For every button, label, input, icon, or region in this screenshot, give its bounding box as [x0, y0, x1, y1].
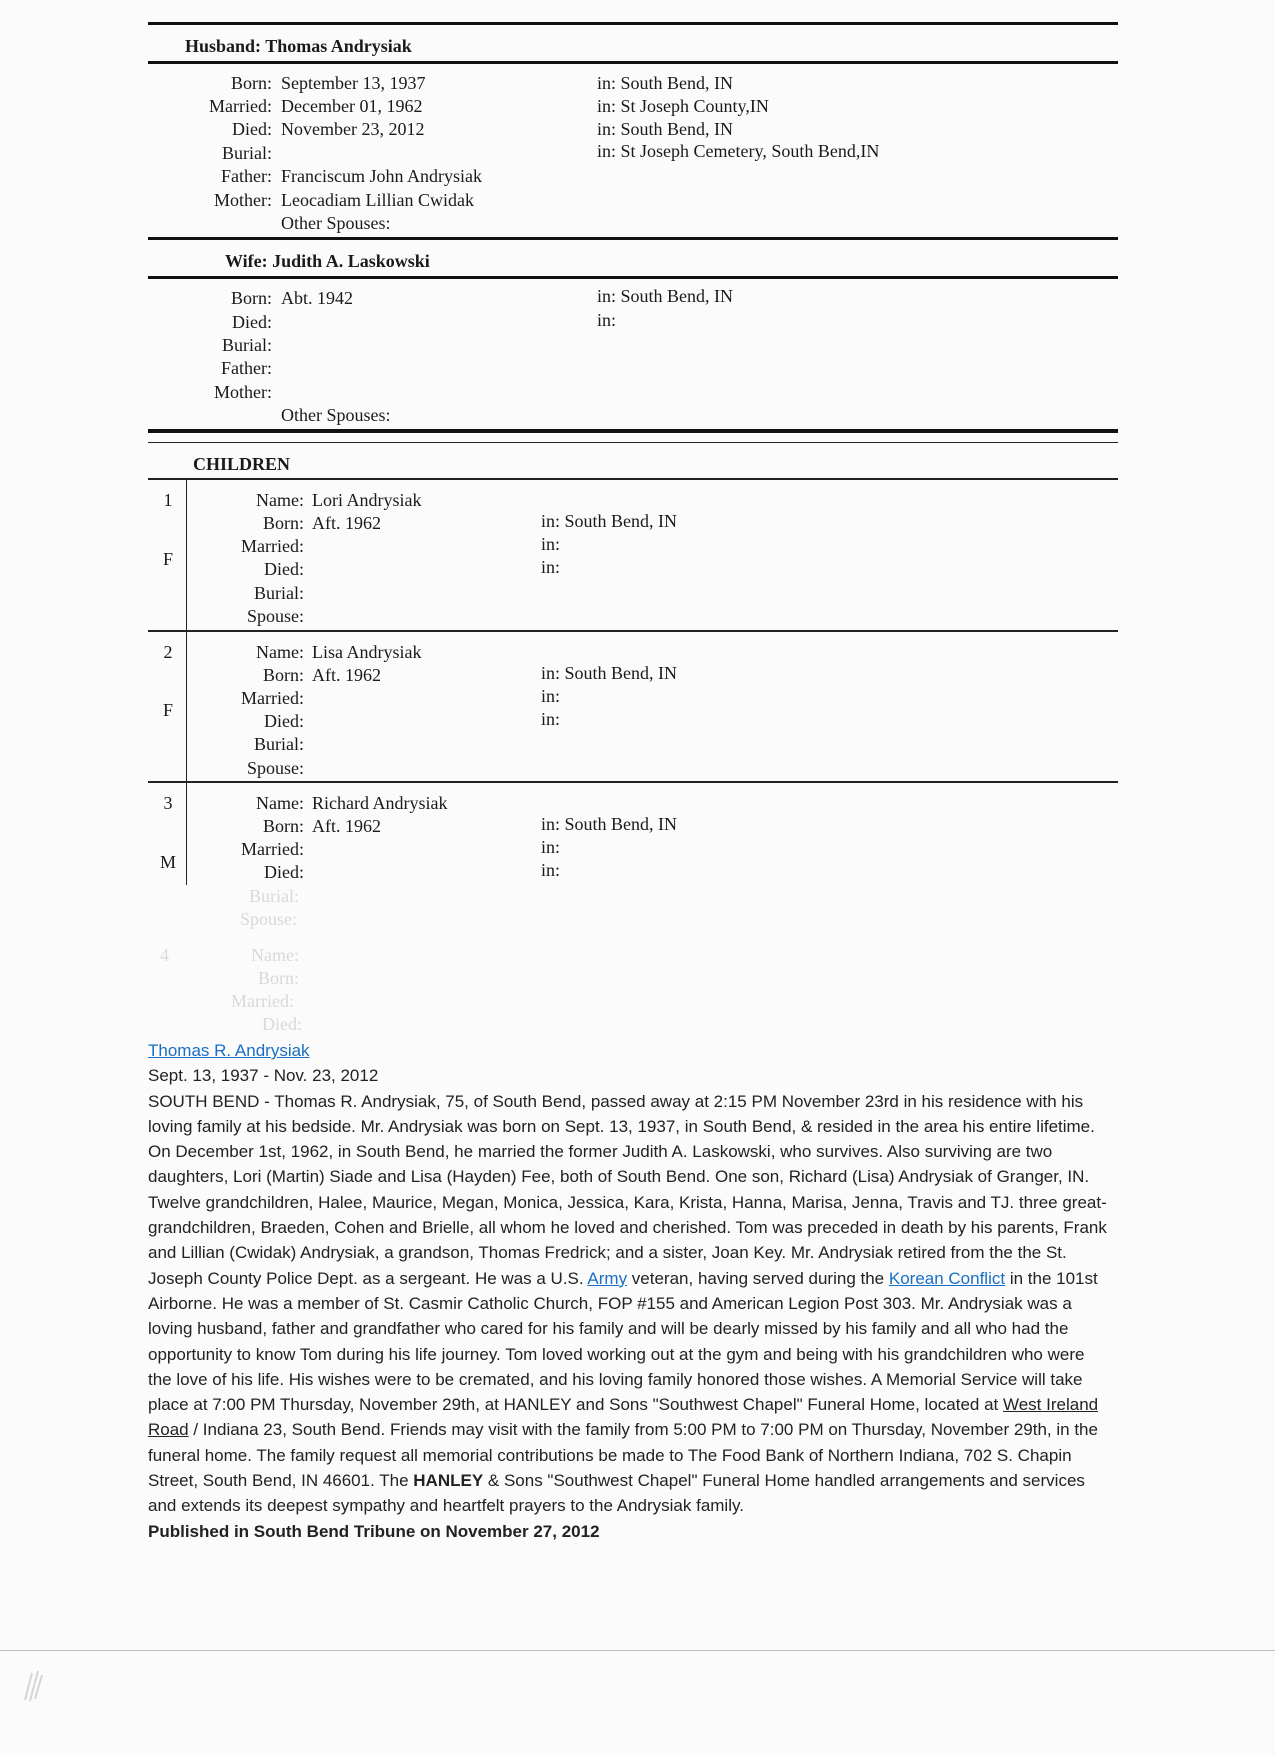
in-label: in: — [541, 860, 561, 880]
label: Name: — [256, 793, 304, 813]
label: Died: — [232, 119, 272, 139]
wife-died-place: in: — [597, 310, 617, 330]
child-name: Lori Andrysiak — [312, 490, 422, 510]
label: Father: — [221, 358, 272, 378]
rule — [148, 442, 1118, 443]
label: Father: — [221, 166, 272, 186]
husband-born: September 13, 1937 — [281, 73, 426, 93]
rule — [148, 781, 1118, 783]
wife-name: Judith A. Laskowski — [272, 251, 430, 271]
published-note: Published in South Bend Tribune on November 27, 2012 — [148, 1521, 600, 1541]
child-sex: F — [162, 700, 173, 720]
rule — [148, 630, 1118, 632]
child-born: Aft. 1962 — [312, 665, 381, 685]
child-sex: M — [159, 852, 176, 872]
child-born-place: in: South Bend, IN — [541, 663, 678, 683]
child-name: Richard Andrysiak — [312, 793, 448, 813]
faded-label: Spouse: — [240, 909, 298, 929]
husband-father: Franciscum John Andrysiak — [281, 166, 482, 186]
in-label: in: — [541, 837, 561, 857]
wife-header: Wife: Judith A. Laskowski — [225, 251, 430, 271]
child-sex: F — [162, 549, 173, 569]
faded-label: Name: — [251, 945, 299, 965]
in-label: in: — [541, 686, 561, 706]
faded-number: 4 — [160, 945, 169, 965]
label: Married: — [241, 839, 304, 859]
label: Died: — [264, 862, 304, 882]
child-born-place: in: South Bend, IN — [541, 511, 678, 531]
husband-name: Thomas Andrysiak — [265, 36, 412, 56]
army-link[interactable]: Army — [587, 1268, 628, 1288]
label: Died: — [264, 711, 304, 731]
label: Other Spouses: — [281, 405, 391, 425]
label: Died: — [264, 559, 304, 579]
label: Name: — [256, 490, 304, 510]
scan-edge — [0, 1650, 1275, 1651]
husband-married: December 01, 1962 — [281, 96, 423, 116]
children-header: CHILDREN — [193, 454, 291, 474]
label: Burial: — [254, 734, 304, 754]
label: Spouse: — [246, 606, 304, 626]
child-name: Lisa Andrysiak — [312, 642, 422, 662]
husband-header: Husband: Thomas Andrysiak — [185, 36, 412, 56]
husband-died-place: in: South Bend, IN — [597, 119, 734, 139]
obituary — [148, 1038, 1108, 1544]
faded-label: Died: — [262, 1014, 302, 1034]
label: Mother: — [214, 190, 272, 210]
obituary-title-link[interactable]: Thomas R. Andrysiak — [148, 1041, 310, 1060]
rule — [148, 237, 1118, 240]
rule — [148, 429, 1118, 433]
child-number: 2 — [163, 642, 173, 662]
label: Married: — [241, 536, 304, 556]
label: Spouse: — [246, 758, 304, 778]
label: Burial: — [222, 335, 272, 355]
obituary-body: SOUTH BEND - Thomas R. Andrysiak, 75, of South Bend, passed away at 2:15 PM November 23rd in his residence with his loving family at his bedside. Mr. Andrysiak was born on Sept. 13, 1937, in South Bend, & resided in the area his entire lifetime. On December 1st, 1962, in South Bend, he married the former Judith A. Laskowski, who survives. Also surviving are two daughters, Lori (Martin) Siade and Lisa (Hayden) Fee, both of South Bend. One son, Richard (Lisa) Andrysiak of Granger, IN. Twelve grandchildren, Halee, Maurice, Megan, Monica, Jessica, Kara, Krista, Hanna, Marisa, Jenna, Travis and TJ. three great-grandchildren, Braeden, Cohen and Brielle, all whom he loved and cherished. Tom was preceded in death by his parents, Frank and Lillian (Cwidak) Andrysiak, a grandson, Thomas Fredrick; and a sister, Joan Key. Mr. Andrysiak retired from the the St. Joseph County Police Dept. as a sergeant. He was a U.S. Army veteran, having served during the Korean Conflict in the 101st Airborne. He was a member of St. Casmir Catholic Church, FOP #155 and American Legion Post 303. Mr. Andrysiak was a loving husband, father and grandfather who cared for his family and will be dearly missed by his family and all who had the opportunity to know Tom during his life journey. Tom loved working out at the gym and being with his grandchildren who were the love of his life. His wishes were to be cremated, and his loving family honored those wishes. A Memorial Service will take place at 7:00 PM Thursday, November 29th, at HANLEY and Sons "Southwest Chapel" Funeral Home, located at West Ireland Road / Indiana 23, South Bend. Friends may visit with the family from 5:00 PM to 7:00 PM on Thursday, November 29th, in the funeral home. The family request all memorial contributions be made to The Food Bank of Northern Indiana, 702 S. Chapin Street, South Bend, IN 46601. The HANLEY & Sons "Southwest Chapel" Funeral Home handled arrangements and services and extends its deepest sympathy and heartfelt prayers to the Andrysiak family. — [148, 1091, 1107, 1516]
label: Born: — [230, 73, 272, 93]
label: Born: — [230, 288, 272, 308]
label: Other Spouses: — [281, 213, 391, 233]
rule — [148, 276, 1118, 279]
label: Name: — [256, 642, 304, 662]
label: Born: — [262, 513, 304, 533]
wife-born: Abt. 1942 — [281, 288, 353, 308]
rule — [148, 22, 1118, 25]
faded-label: Married: — [231, 991, 294, 1011]
husband-married-place: in: St Joseph County,IN — [597, 96, 769, 116]
child-born-place: in: South Bend, IN — [541, 814, 678, 834]
rule — [148, 478, 1118, 480]
faded-label: Born: — [258, 968, 300, 988]
wife-born-place: in: South Bend, IN — [597, 286, 734, 306]
in-label: in: — [541, 557, 561, 577]
label: Burial: — [222, 143, 272, 163]
rule — [148, 61, 1118, 64]
label: Married: — [209, 96, 272, 116]
child-born: Aft. 1962 — [312, 513, 381, 533]
label: Born: — [262, 816, 304, 836]
west-ireland-road: West Ireland Road — [148, 1395, 1099, 1440]
in-label: in: — [541, 534, 561, 554]
label: Burial: — [254, 583, 304, 603]
husband-born-place: in: South Bend, IN — [597, 73, 734, 93]
obituary-dates: Sept. 13, 1937 - Nov. 23, 2012 — [148, 1066, 379, 1086]
child-number: 3 — [163, 793, 173, 813]
husband-died: November 23, 2012 — [281, 119, 425, 139]
child-born: Aft. 1962 — [312, 816, 381, 836]
husband-burial-place: in: St Joseph Cemetery, South Bend,IN — [597, 141, 880, 161]
label: Born: — [262, 665, 304, 685]
scan-smudge — [20, 1665, 50, 1705]
husband-mother: Leocadiam Lillian Cwidak — [281, 190, 474, 210]
faded-label: Burial: — [249, 886, 299, 906]
child-number: 1 — [163, 490, 173, 510]
label: Mother: — [214, 382, 272, 402]
korean-conflict-link[interactable]: Korean Conflict — [888, 1268, 1006, 1288]
in-label: in: — [541, 709, 561, 729]
label: Died: — [232, 312, 272, 332]
label: Married: — [241, 688, 304, 708]
